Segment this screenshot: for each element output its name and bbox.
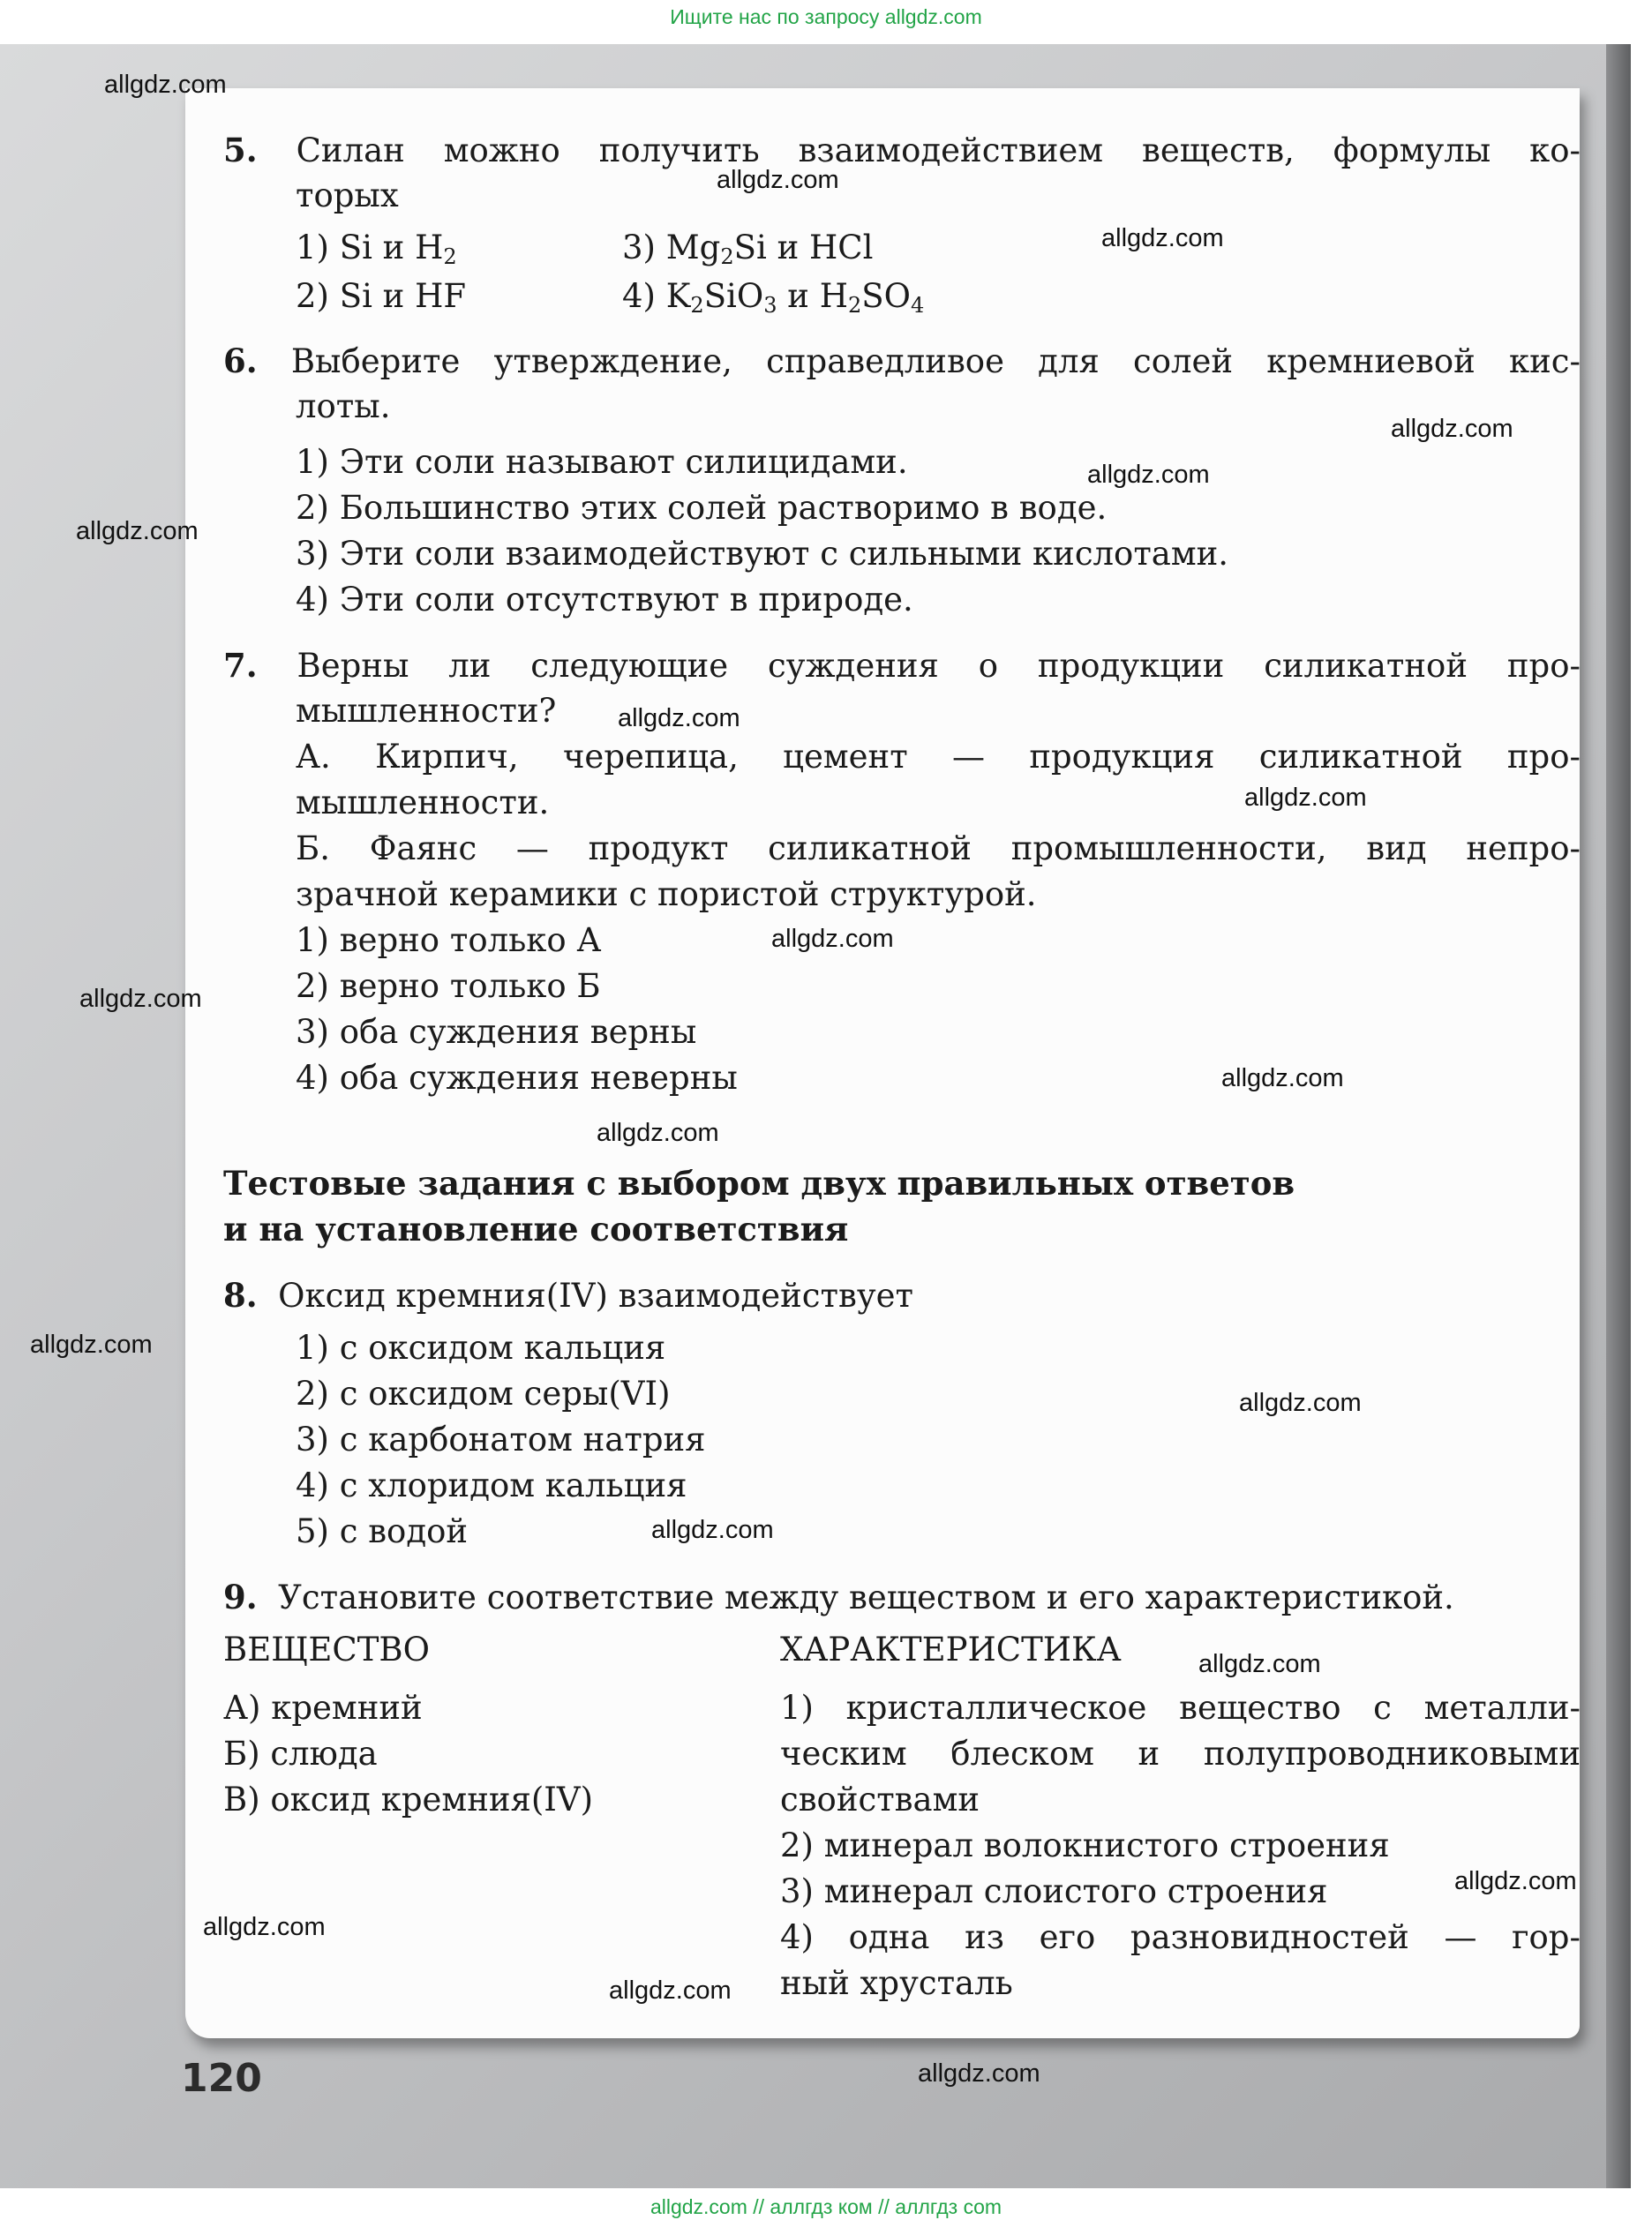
- characteristic-1-line-1: 1) кристаллическое вещество с металли-: [780, 1689, 1581, 1727]
- watermark: allgdz.com: [76, 517, 199, 545]
- watermark: allgdz.com: [79, 985, 202, 1013]
- watermark: allgdz.com: [651, 1516, 774, 1544]
- watermark: allgdz.com: [618, 704, 740, 732]
- characteristic-1-line-3: свойствами: [780, 1781, 980, 1819]
- question-8-text: 8. Оксид кремния(IV) взаимодействует: [223, 1276, 913, 1315]
- question-9-number: 9.: [223, 1578, 258, 1616]
- statement-a-line-2: мышленности.: [296, 784, 550, 821]
- question-8-option-5: 5) с водой: [296, 1512, 469, 1550]
- book-spine-edge: [1606, 44, 1631, 2188]
- watermark: allgdz.com: [1101, 224, 1224, 252]
- question-6-option-3: 3) Эти соли взаимодействуют с сильными кислотами.: [296, 535, 1229, 573]
- column-header-substance: ВЕЩЕСТВО: [223, 1631, 430, 1669]
- question-8-option-1: 1) с оксидом кальция: [296, 1329, 666, 1367]
- section-heading-line-1: Тестовые задания с выбором двух правильных ответов: [223, 1164, 1295, 1203]
- substance-b: Б) слюда: [223, 1735, 378, 1773]
- watermark: allgdz.com: [717, 166, 839, 194]
- statement-a-line-1: А. Кирпич, черепица, цемент — продукция силикатной про-: [296, 738, 1581, 776]
- watermark: allgdz.com: [1198, 1650, 1321, 1678]
- watermark: allgdz.com: [1221, 1064, 1344, 1092]
- statement-b-line-1: Б. Фаянс — продукт силикатной промышленности, вид непро-: [296, 829, 1581, 867]
- question-8-option-2: 2) с оксидом серы(VI): [296, 1375, 671, 1413]
- question-5-option-1: 1) Si и $H_2$: [296, 229, 457, 269]
- section-heading-line-2: и на установление соответствия: [223, 1210, 849, 1249]
- question-5-line-1: 5. Силан можно получить взаимодействием веществ, формулы ко-: [223, 131, 1581, 169]
- watermark: allgdz.com: [771, 925, 894, 953]
- question-7-option-2: 2) верно только Б: [296, 967, 601, 1005]
- characteristic-3: 3) минерал слоистого строения: [780, 1872, 1328, 1910]
- statement-b-line-2: зрачной керамики с пористой структурой.: [296, 875, 1037, 913]
- substance-a: А) кремний: [223, 1689, 423, 1727]
- question-9-text: 9. Установите соответствие между веществом и его характеристикой.: [223, 1578, 1454, 1616]
- characteristic-2: 2) минерал волокнистого строения: [780, 1826, 1390, 1864]
- question-6-option-1: 1) Эти соли называют силицидами.: [296, 443, 908, 481]
- question-6-option-2: 2) Большинство этих солей растворимо в воде.: [296, 489, 1108, 527]
- question-6-number: 6.: [223, 341, 258, 380]
- question-7-line-2: мышленности?: [296, 692, 557, 730]
- question-7-option-4: 4) оба суждения неверны: [296, 1059, 738, 1097]
- question-5-option-4: 4) $K_2SiO_3$ и $H_2SO_4$: [622, 277, 925, 318]
- watermark: allgdz.com: [30, 1331, 153, 1359]
- watermark: allgdz.com: [609, 1976, 732, 2005]
- question-5-option-3: 3) $Mg_2Si$ и HCl: [622, 229, 874, 269]
- characteristic-4-line-2: ный хрусталь: [780, 1964, 1013, 2002]
- watermark: allgdz.com: [918, 2059, 1040, 2088]
- watermark: allgdz.com: [1454, 1867, 1577, 1895]
- question-6-line-2: лоты.: [296, 387, 391, 425]
- question-7-option-1: 1) верно только А: [296, 921, 602, 959]
- question-8-option-4: 4) с хлоридом кальция: [296, 1466, 687, 1504]
- question-6-option-4: 4) Эти соли отсутствуют в природе.: [296, 581, 913, 619]
- question-7-line-1: 7. Верны ли следующие суждения о продукции силикатной про-: [223, 646, 1581, 685]
- question-5-line-2: торых: [296, 176, 399, 214]
- watermark: allgdz.com: [1239, 1389, 1362, 1417]
- top-banner[interactable]: Ищите нас по запросу allgdz.com: [670, 5, 982, 28]
- page-number: 120: [181, 2056, 262, 2101]
- column-header-characteristic: ХАРАКТЕРИСТИКА: [780, 1631, 1122, 1669]
- question-6-line-1: 6. Выберите утверждение, справедливое для солей кремниевой кис-: [223, 341, 1581, 380]
- watermark: allgdz.com: [1244, 784, 1367, 812]
- question-5-number: 5.: [223, 131, 258, 169]
- question-8-number: 8.: [223, 1276, 258, 1315]
- question-7-option-3: 3) оба суждения верны: [296, 1013, 697, 1051]
- substance-c: В) оксид кремния(IV): [223, 1781, 594, 1819]
- question-5-option-2: 2) Si и HF: [296, 277, 467, 315]
- watermark: allgdz.com: [104, 71, 227, 99]
- watermark: allgdz.com: [1391, 415, 1513, 443]
- question-7-number: 7.: [223, 646, 258, 685]
- question-8-option-3: 3) с карбонатом натрия: [296, 1421, 706, 1459]
- watermark: allgdz.com: [597, 1119, 719, 1147]
- watermark: allgdz.com: [203, 1913, 326, 1941]
- characteristic-4-line-1: 4) одна из его разновидностей — гор-: [780, 1918, 1581, 1956]
- bottom-banner[interactable]: allgdz.com // аллгдз ком // аллгдз com: [650, 2195, 1002, 2218]
- characteristic-1-line-2: ческим блеском и полупроводниковыми: [780, 1735, 1581, 1773]
- watermark: allgdz.com: [1087, 461, 1210, 489]
